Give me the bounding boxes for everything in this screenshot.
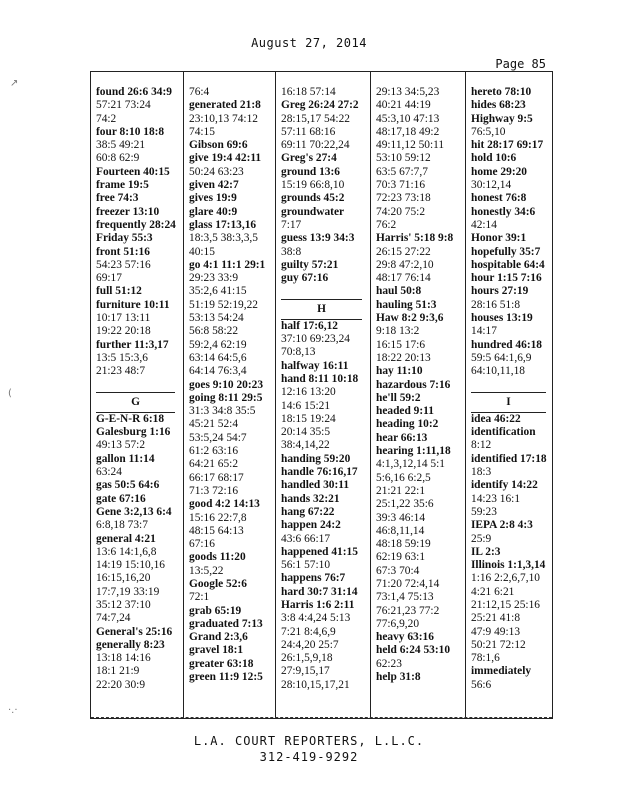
index-entry-continuation: 18:1 21:9 [96, 665, 140, 678]
index-entry-continuation: 19:22 20:18 [96, 325, 151, 338]
index-entry: given 42:7 [189, 179, 239, 192]
scan-tick-mark: ↗ [10, 78, 19, 89]
index-entry-continuation: 77:6,9,20 [376, 617, 420, 630]
index-entry: good 4:2 14:13 [189, 498, 260, 511]
index-entry-continuation: 14:19 15:10,16 [96, 559, 165, 572]
index-entry-continuation: 39:3 46:14 [376, 511, 426, 524]
index-entry: happen 24:2 [281, 519, 341, 532]
index-entry-continuation: 21:12,15 25:16 [471, 598, 540, 611]
index-entry-continuation: 27:9,15,17 [281, 665, 330, 678]
index-entry-continuation: 76:5,10 [471, 125, 506, 138]
index-entry-continuation: 7:21 8:4,6,9 [281, 625, 336, 638]
index-entry-continuation: 56:6 [471, 678, 492, 691]
index-column-4 [370, 72, 465, 718]
index-entry-continuation: 14:23 16:1 [471, 492, 521, 505]
index-entry-continuation: 6:8,18 73:7 [96, 519, 148, 532]
index-entry-continuation: 69:11 70:22,24 [281, 139, 350, 152]
index-entry-continuation: 23:10,13 74:12 [189, 112, 258, 125]
index-entry-continuation: 21:23 48:7 [96, 365, 146, 378]
index-entry-continuation: 74:20 75:2 [376, 205, 426, 218]
index-entry-continuation: 8:12 [471, 439, 492, 452]
index-entry: groundwater [281, 205, 345, 218]
index-entry-continuation: 67:16 [189, 538, 215, 551]
index-entry-continuation: 13:5 15:3,6 [96, 351, 148, 364]
index-entry: happened 41:15 [281, 545, 358, 558]
index-entry-continuation: 63:5 67:7,7 [376, 165, 428, 178]
index-entry: handing 59:20 [281, 452, 351, 465]
index-entry-continuation: 35:2,6 41:15 [189, 285, 247, 298]
index-entry-continuation: 63:24 [96, 466, 122, 479]
index-column-1 [91, 72, 183, 718]
index-entry-continuation: 64:21 65:2 [189, 458, 239, 471]
page-number: Page 85 [495, 57, 546, 71]
index-entry: glass 17:13,16 [189, 218, 257, 231]
index-entry-continuation: 31:3 34:8 35:5 [189, 405, 256, 418]
index-entry: going 8:11 29:5 [189, 391, 263, 404]
index-entry-continuation: 56:1 57:10 [281, 559, 331, 572]
index-entry-continuation: 25:1,22 35:6 [376, 498, 434, 511]
index-entry-continuation: 24:4,20 25:7 [281, 638, 339, 651]
section-letter-heading: H [281, 299, 362, 320]
index-entry-continuation: 38:4,14,22 [281, 439, 330, 452]
index-entry: hay 11:10 [376, 365, 423, 378]
index-entry: grounds 45:2 [281, 192, 345, 205]
index-entry: generated 21:8 [189, 99, 261, 112]
index-entry-continuation: 61:2 63:16 [189, 445, 239, 458]
index-entry-continuation: 7:17 [281, 218, 302, 231]
index-entry-continuation: 13:5,22 [189, 564, 224, 577]
index-entry-continuation: 28:15,17 54:22 [281, 112, 350, 125]
index-entry-continuation: 62:19 63:1 [376, 551, 426, 564]
index-entry-continuation: 59:2,4 62:19 [189, 338, 247, 351]
index-entry: he'll 59:2 [376, 391, 421, 404]
index-entry-continuation: 18:3,5 38:3,3,5 [189, 232, 258, 245]
section-letter-heading: G [96, 392, 175, 413]
index-entry-continuation: 63:14 64:5,6 [189, 351, 247, 364]
index-entry: guy 67:16 [281, 272, 329, 285]
index-entry-continuation: 21:21 22:1 [376, 484, 426, 497]
index-entry: graduated 7:13 [189, 617, 263, 630]
index-entry-continuation: 18:3 [471, 466, 492, 479]
index-entry: idea 46:22 [471, 412, 521, 425]
index-entry: heading 10:2 [376, 418, 439, 431]
index-entry: Gibson 69:6 [189, 139, 248, 152]
index-entry-continuation: 4:21 6:21 [471, 585, 515, 598]
index-entry-continuation: 78:1,6 [471, 652, 500, 665]
index-entry-continuation: 51:19 52:19,22 [189, 298, 258, 311]
index-entry-continuation: 49:13 57:2 [96, 439, 146, 452]
index-entry-continuation: 37:10 69:23,24 [281, 333, 350, 346]
index-entry-continuation: 64:14 76:3,4 [189, 365, 247, 378]
index-entry: goes 9:10 20:23 [189, 378, 264, 391]
index-entry: half 17:6,12 [281, 319, 338, 332]
index-column-2 [183, 72, 275, 718]
index-entry: hospitable 64:4 [471, 258, 545, 271]
index-entry: hazardous 7:16 [376, 378, 451, 391]
index-entry: honest 76:8 [471, 192, 527, 205]
index-entry: give 19:4 42:11 [189, 152, 262, 165]
index-entry-continuation: 16:15 17:6 [376, 338, 426, 351]
index-entry: handle 76:16,17 [281, 466, 358, 479]
index-entry-continuation: 70:8,13 [281, 346, 316, 359]
index-entry: gas 50:5 64:6 [96, 479, 160, 492]
index-entry-continuation: 29:13 34:5,23 [376, 86, 440, 98]
index-entry: frame 19:5 [96, 179, 149, 192]
index-entry: hand 8:11 10:18 [281, 372, 359, 385]
index-entry: General's 25:16 [96, 625, 173, 638]
index-entry: haul 50:8 [376, 285, 422, 298]
index-entry-continuation: 29:23 33:9 [189, 272, 239, 285]
index-entry-continuation: 12:16 13:20 [281, 386, 336, 399]
index-entry-continuation: 16:18 57:14 [281, 86, 336, 98]
index-entry-continuation: 76:2 [376, 218, 397, 231]
index-entry-continuation: 20:14 35:5 [281, 426, 331, 439]
index-entry: happens 76:7 [281, 572, 346, 585]
index-entry: gallon 11:14 [96, 452, 155, 465]
index-entry-continuation: 59:5 64:1,6,9 [471, 351, 532, 364]
index-entry: general 4:21 [96, 532, 156, 545]
index-entry-continuation: 35:12 37:10 [96, 598, 151, 611]
spacer [281, 285, 370, 298]
index-entry-continuation: 74:15 [189, 125, 215, 138]
index-entry-continuation: 53:10 59:12 [376, 152, 431, 165]
index-entry-continuation: 69:17 [96, 272, 122, 285]
index-entry-continuation: 53:13 54:24 [189, 312, 244, 325]
index-entry: hides 68:23 [471, 99, 526, 112]
index-entry: gravel 18:1 [189, 644, 244, 657]
index-entry: hang 67:22 [281, 505, 335, 518]
index-entry: Grand 2:3,6 [189, 631, 248, 644]
index-entry-continuation: 53:5,24 54:7 [189, 431, 247, 444]
index-entry-continuation: 70:3 71:16 [376, 179, 426, 192]
index-entry-continuation: 45:3,10 47:13 [376, 112, 440, 125]
index-entry: Greg's 27:4 [281, 152, 337, 165]
index-entry: freezer 13:10 [96, 205, 160, 218]
index-entry-continuation: 15:16 22:7,8 [189, 511, 247, 524]
index-entry-continuation: 45:21 52:4 [189, 418, 239, 431]
index-entry: hear 66:13 [376, 431, 428, 444]
index-entry: hands 32:21 [281, 492, 340, 505]
index-entry: go 4:1 11:1 29:1 [189, 258, 266, 271]
index-entry: goods 11:20 [189, 551, 246, 564]
index-entry-continuation: 74:7,24 [96, 612, 131, 625]
index-entry: gives 19:9 [189, 192, 237, 205]
index-entry: hundred 46:18 [471, 338, 543, 351]
transcript-date: August 27, 2014 [251, 36, 367, 50]
index-entry-continuation: 72:1 [189, 591, 210, 604]
index-entry: furniture 10:11 [96, 298, 170, 311]
index-entry-continuation: 25:21 41:8 [471, 612, 521, 625]
index-entry: home 29:20 [471, 165, 527, 178]
index-entry-continuation: 50:24 63:23 [189, 165, 244, 178]
index-entry-continuation: 13:6 14:1,6,8 [96, 545, 157, 558]
index-entry: headed 9:11 [376, 405, 434, 418]
index-entry: guess 13:9 34:3 [281, 232, 355, 245]
index-entry-continuation: 50:21 72:12 [471, 638, 526, 651]
index-entry: Haw 8:2 9:3,6 [376, 312, 444, 325]
index-entry: IL 2:3 [471, 545, 501, 558]
index-entry-continuation: 67:3 70:4 [376, 564, 420, 577]
index-entry-continuation: 59:23 [471, 505, 497, 518]
index-entry-continuation: 3:8 4:4,24 5:13 [281, 612, 351, 625]
index-entry-continuation: 14:17 [471, 325, 497, 338]
index-entry: Harris' 5:18 9:8 [376, 232, 454, 245]
index-entry-continuation: 16:15,16,20 [96, 572, 151, 585]
index-entry: found 26:6 34:9 [96, 86, 172, 98]
index-entry-continuation: 62:23 [376, 657, 402, 670]
index-entry: hit 28:17 69:17 [471, 139, 544, 152]
index-entry-continuation: 4:1,3,12,14 5:1 [376, 458, 445, 471]
index-entry-continuation: 60:8 62:9 [96, 152, 140, 165]
index-entry: identified 17:18 [471, 452, 547, 465]
index-entry-continuation: 13:18 14:16 [96, 652, 151, 665]
index-entry-continuation: 9:18 13:2 [376, 325, 420, 338]
index-entry-continuation: 76:4 [189, 86, 210, 98]
index-entry-continuation: 29:8 47:2,10 [376, 258, 434, 271]
index-entry-continuation: 18:22 20:13 [376, 351, 431, 364]
index-entry: glare 40:9 [189, 205, 238, 218]
index-entry: identify 14:22 [471, 479, 538, 492]
index-entry: Fourteen 40:15 [96, 165, 170, 178]
index-entry: G-E-N-R 6:18 [96, 412, 165, 425]
index-entry: heavy 63:16 [376, 631, 434, 644]
index-entry: held 6:24 53:10 [376, 644, 451, 657]
index-entry-continuation: 18:15 19:24 [281, 412, 336, 425]
index-entry-continuation: 46:8,11,14 [376, 524, 425, 537]
reporter-company: L.A. COURT REPORTERS, L.L.C. [193, 734, 425, 748]
index-entry: Galesburg 1:16 [96, 426, 171, 439]
index-entry-continuation: 64:10,11,18 [471, 365, 525, 378]
index-entry-continuation: 1:16 2:2,6,7,10 [471, 572, 540, 585]
index-entry: Highway 9:5 [471, 112, 533, 125]
index-entry-continuation: 40:21 44:19 [376, 99, 431, 112]
index-entry: ground 13:6 [281, 165, 340, 178]
index-entry: Friday 55:3 [96, 232, 153, 245]
index-entry-continuation: 71:20 72:4,14 [376, 577, 440, 590]
reporter-phone: 312-419-9292 [259, 750, 359, 764]
index-entry-continuation: 30:12,14 [471, 179, 512, 192]
index-entry-continuation: 76:21,23 77:2 [376, 604, 440, 617]
index-entry: hereto 78:10 [471, 86, 532, 98]
index-entry: Illinois 1:1,3,14 [471, 559, 546, 572]
index-entry: green 11:9 12:5 [189, 671, 263, 684]
index-entry-continuation: 26:1,5,9,18 [281, 652, 333, 665]
index-entry: IEPA 2:8 4:3 [471, 519, 533, 532]
index-entry-continuation: 28:10,15,17,21 [281, 678, 350, 691]
index-entry-continuation: 28:16 51:8 [471, 298, 521, 311]
index-entry: hour 1:15 7:16 [471, 272, 542, 285]
index-entry: hours 27:19 [471, 285, 529, 298]
index-entry: Honor 39:1 [471, 232, 527, 245]
index-entry-continuation: 47:9 49:13 [471, 625, 521, 638]
index-entry-continuation: 15:19 66:8,10 [281, 179, 345, 192]
index-entry: four 8:10 18:8 [96, 125, 165, 138]
index-grid [90, 71, 553, 719]
index-entry: help 31:8 [376, 671, 421, 684]
index-entry-continuation: 48:17 76:14 [376, 272, 431, 285]
index-entry: guilty 57:21 [281, 258, 339, 271]
index-entry-continuation: 66:17 68:17 [189, 471, 244, 484]
index-entry-continuation: 74:2 [96, 112, 117, 125]
index-column-5 [465, 72, 554, 718]
index-entry: hard 30:7 31:14 [281, 585, 358, 598]
index-entry-continuation: 48:17,18 49:2 [376, 125, 440, 138]
index-entry-continuation: 14:6 15:21 [281, 399, 331, 412]
index-entry-continuation: 43:6 66:17 [281, 532, 331, 545]
index-entry: houses 13:19 [471, 312, 533, 325]
index-entry-continuation: 72:23 73:18 [376, 192, 431, 205]
index-entry-continuation: 22:20 30:9 [96, 678, 146, 691]
scan-dot-mark: ·.· [8, 705, 18, 716]
index-entry: further 11:3,17 [96, 338, 169, 351]
index-entry: frequently 28:24 [96, 218, 176, 231]
index-entry-continuation: 48:18 59:19 [376, 538, 431, 551]
index-entry: full 51:12 [96, 285, 142, 298]
index-entry: front 51:16 [96, 245, 150, 258]
index-entry: gate 67:16 [96, 492, 146, 505]
index-entry-continuation: 10:17 13:11 [96, 312, 151, 325]
index-entry: hauling 51:3 [376, 298, 437, 311]
index-entry-continuation: 73:1,4 75:13 [376, 591, 434, 604]
index-entry: hearing 1:11,18 [376, 445, 451, 458]
index-entry-continuation: 71:3 72:16 [189, 484, 239, 497]
index-entry-continuation: 38:5 49:21 [96, 139, 146, 152]
index-entry-continuation: 54:23 57:16 [96, 258, 151, 271]
section-letter-heading: I [471, 392, 546, 413]
index-entry: Google 52:6 [189, 577, 247, 590]
spacer [471, 379, 554, 392]
index-entry: handled 30:11 [281, 479, 350, 492]
index-entry: hold 10:6 [471, 152, 517, 165]
index-entry-continuation: 57:11 68:16 [281, 125, 336, 138]
index-entry: free 74:3 [96, 192, 139, 205]
index-column-3 [275, 72, 370, 718]
index-entry: halfway 16:11 [281, 359, 349, 372]
index-entry: Gene 3:2,13 6:4 [96, 505, 172, 518]
index-entry: generally 8:23 [96, 638, 165, 651]
index-entry: Harris 1:6 2:11 [281, 598, 355, 611]
index-entry: Greg 26:24 27:2 [281, 99, 359, 112]
index-entry-continuation: 57:21 73:24 [96, 99, 151, 112]
index-entry: greater 63:18 [189, 657, 254, 670]
index-entry-continuation: 26:15 27:22 [376, 245, 431, 258]
index-entry: grab 65:19 [189, 604, 242, 617]
index-entry-continuation: 49:11,12 50:11 [376, 139, 445, 152]
scan-hole-mark: ( [8, 388, 12, 399]
index-entry: honestly 34:6 [471, 205, 536, 218]
spacer [96, 379, 183, 392]
index-entry: hopefully 35:7 [471, 245, 541, 258]
bottom-dashed-rule [91, 717, 552, 718]
index-entry-continuation: 25:9 [471, 532, 492, 545]
index-entry-continuation: 38:8 [281, 245, 302, 258]
index-entry: immediately [471, 665, 532, 678]
index-entry-continuation: 56:8 58:22 [189, 325, 239, 338]
index-entry-continuation: 48:15 64:13 [189, 524, 244, 537]
index-entry-continuation: 40:15 [189, 245, 215, 258]
index-entry: identification [471, 426, 536, 439]
index-entry-continuation: 5:6,16 6:2,5 [376, 471, 431, 484]
index-entry-continuation: 42:14 [471, 218, 497, 231]
index-entry-continuation: 17:7,19 33:19 [96, 585, 160, 598]
